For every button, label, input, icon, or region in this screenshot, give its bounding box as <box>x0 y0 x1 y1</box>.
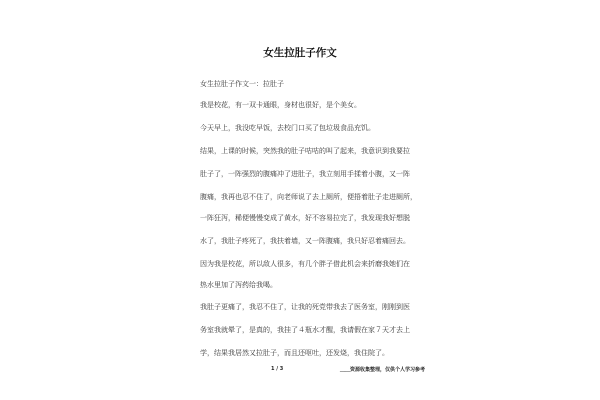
paragraph-line: 今天早上，我没吃早饭，去校门口买了包垃圾食品充饥。 <box>200 124 375 132</box>
paragraph-line: 一阵狂泻，稀便慢慢变成了黄水，好不容易拉完了，我发现我好想脱 <box>200 214 410 222</box>
paragraph-line: 水了，我肚子疼死了，我扶着墙，又一阵腹痛，我只好忍着痛回去。 <box>200 237 410 245</box>
paragraph-line: 肚子了，一阵强烈的腹痛冲了进肚子，我立刻用手揉着小腹，又一阵 <box>200 170 410 178</box>
document-title: 女生拉肚子作文 <box>263 47 337 59</box>
paragraph-line: 结果，上课的时候，突然我的肚子咕咕的叫了起来，我意识到我要拉 <box>200 147 410 155</box>
paragraph-line: 我是校花，有一双卡通眼，身材也很好，是个美女。 <box>200 101 361 109</box>
paragraph-line: 我肚子更痛了，我忍不住了，让我的死党带我去了医务室，刚刚到医 <box>200 303 410 311</box>
paragraph-line: 学，结果我居然又拉肚子，而且还呕吐，还发烧，我住院了。 <box>200 349 389 357</box>
paragraph-line: 热水里加了泻药给我喝。 <box>200 281 277 289</box>
paragraph-line: 务室我就晕了，是真的，我挂了４瓶水才醒，我请假在家７天才去上 <box>200 326 410 334</box>
paragraph-heading: 女生拉肚子作文一：拉肚子 <box>200 80 284 88</box>
paragraph-line: 腹痛，我再也忍不住了，向老师说了去上厕所，便捂着肚子走进厕所， <box>200 193 417 201</box>
paragraph-line: 因为我是校花，所以敌人很多，有几个胖子借此机会来折磨我她们在 <box>200 260 410 268</box>
page-number: 1 / 3 <box>271 366 284 372</box>
footer-note: ＿＿资源收集整理，仅供个人学习参考 <box>340 367 426 373</box>
